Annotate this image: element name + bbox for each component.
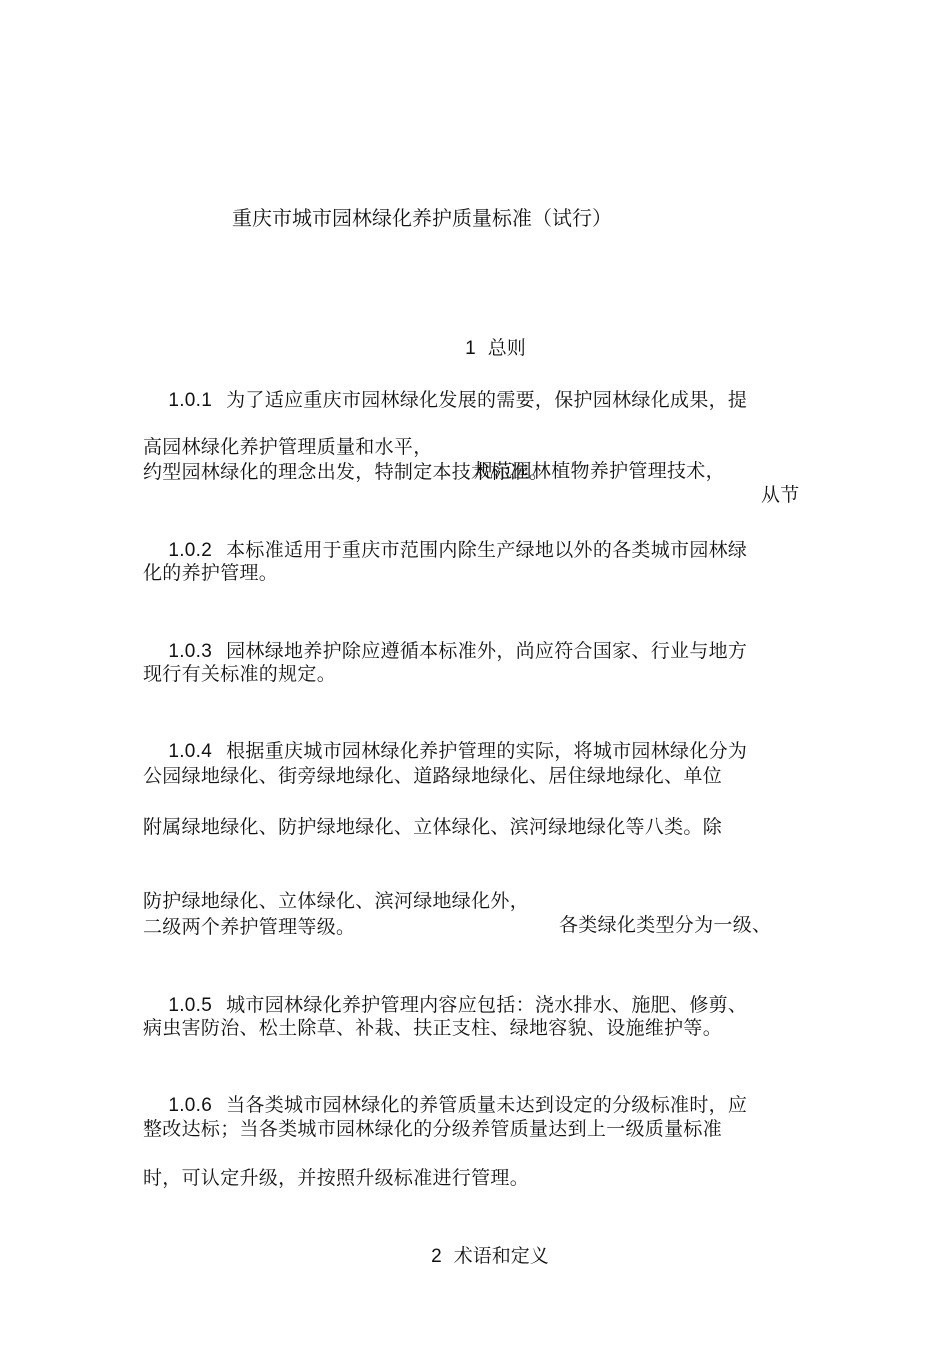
- section-title: 术语和定义: [453, 1245, 549, 1267]
- clause-text-segment: 各类绿化类型分为一级、: [559, 914, 772, 936]
- clause-line: 二级两个养护管理等级。: [143, 916, 356, 938]
- clause-line: 公园绿地绿化、街旁绿地绿化、道路绿地绿化、居住绿地绿化、单位: [143, 765, 723, 787]
- section-number: 1: [465, 338, 476, 359]
- clause-text: 为了适应重庆市园林绿化发展的需要，保护园林绿化成果，提: [226, 389, 748, 411]
- clause-line: 病虫害防治、松土除草、补栽、扶正支柱、绿地容貌、设施维护等。: [143, 1017, 723, 1039]
- clause-text: 本标准适用于重庆市范围内除生产绿地以外的各类城市园林绿: [226, 539, 748, 561]
- clause-text-segment: 从节: [761, 484, 800, 506]
- clause-number: 1.0.2: [168, 540, 213, 561]
- clause-text: 根据重庆城市园林绿化养护管理的实际，将城市园林绿化分为: [226, 740, 748, 762]
- clause-line: 化的养护管理。: [143, 562, 279, 584]
- clause-text: 城市园林绿化养护管理内容应包括：浇水排水、施肥、修剪、: [226, 994, 748, 1016]
- clause-number: 1.0.1: [168, 390, 213, 411]
- clause-text-segment: 高园林绿化养护管理质量和水平，: [143, 436, 433, 458]
- section-2-heading: [407, 1220, 549, 1293]
- document-title: 重庆市城市园林绿化养护质量标准（试行）: [232, 206, 612, 230]
- clause-line: 现行有关标准的规定。: [143, 663, 337, 685]
- clause-line: 附属绿地绿化、防护绿地绿化、立体绿化、滨河绿地绿化等八类。除: [143, 816, 723, 838]
- clause-line: 整改达标；当各类城市园林绿化的分级养管质量达到上一级质量标准: [143, 1118, 723, 1140]
- section-number: 2: [431, 1246, 442, 1267]
- clause-number: 1.0.3: [168, 641, 213, 662]
- clause-text: 园林绿地养护除应遵循本标准外，尚应符合国家、行业与地方: [226, 640, 748, 662]
- clause-number: 1.0.5: [168, 995, 213, 1016]
- clause-text-segment: 防护绿地绿化、立体绿化、滨河绿地绿化外，: [143, 890, 530, 912]
- clause-text: 当各类城市园林绿化的养管质量未达到设定的分级标准时，应: [226, 1094, 748, 1116]
- clause-number: 1.0.6: [168, 1095, 213, 1116]
- clause-number: 1.0.4: [168, 741, 213, 762]
- clause-line: 约型园林绿化的理念出发，特制定本技术标准。: [143, 461, 549, 483]
- clause-line: 时，可认定升级，并按照升级标准进行管理。: [143, 1167, 530, 1189]
- clause-text-segment: 规范园林植物养护管理技术，: [474, 460, 725, 482]
- section-title: 总则: [487, 337, 526, 359]
